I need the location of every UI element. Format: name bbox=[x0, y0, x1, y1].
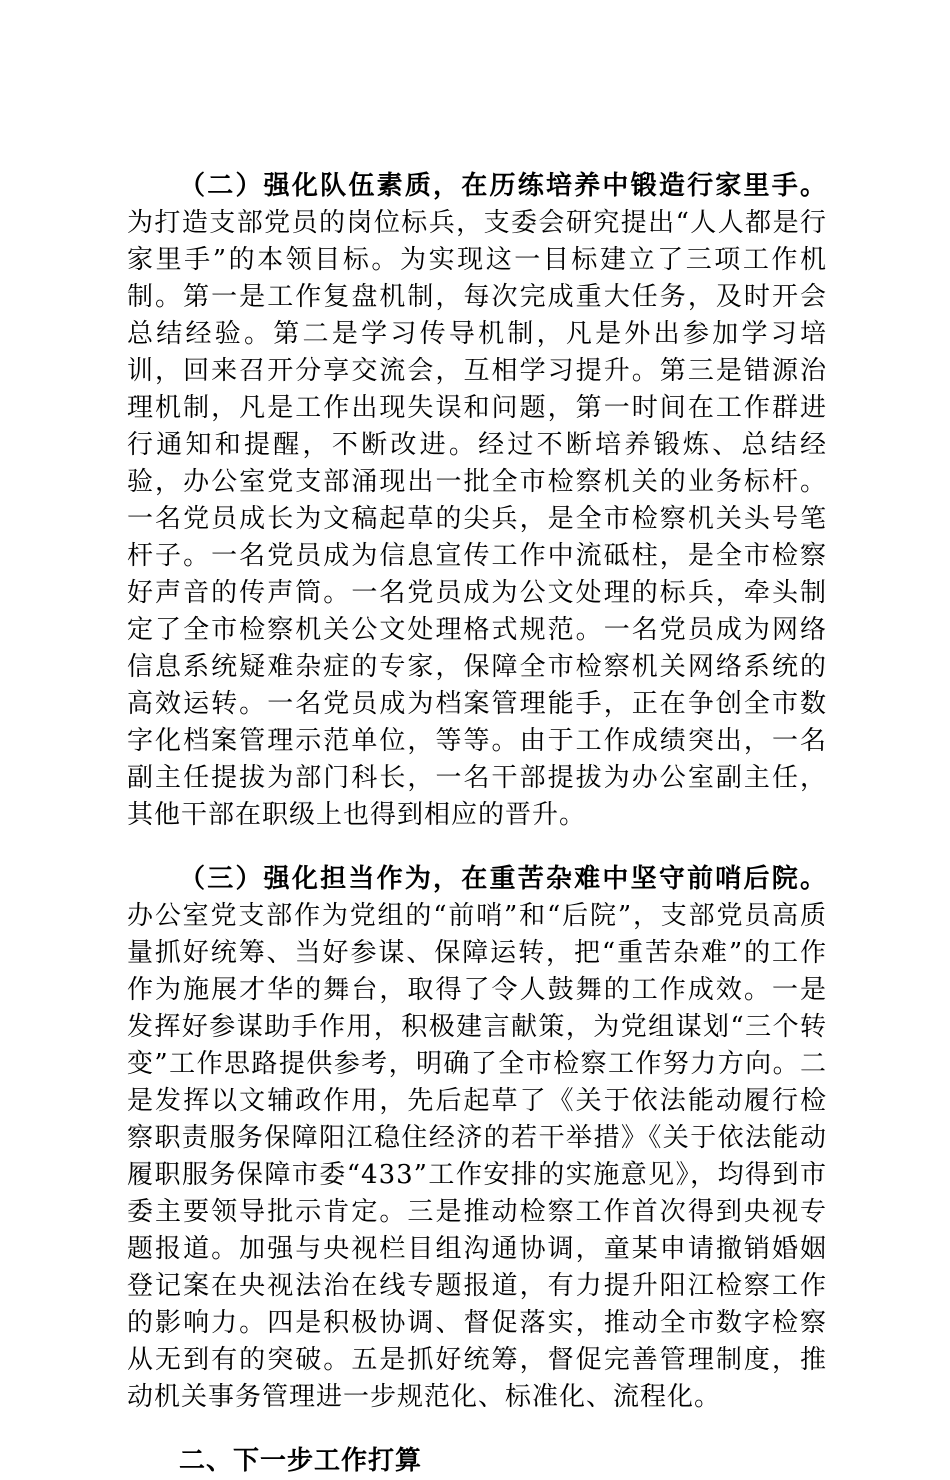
section-body-3: 办公室党支部作为党组的“前哨”和“后院”，支部党员高质量抓好统筹、当好参谋、保障运转，把“重苦杂难”的工作作为施展才华的舞台，取得了令人鼓舞的工作成效。一是发挥好参谋助手作用，积极建言献策，为党组谋划“三个转变”工作思路提供参考，明确了全市检察工作努力方向。二是发挥以文辅政作用，先后起草了《关于依法能动履行检察职责服务保障阳江稳住经济的若干举措》《关于依法能动履职服务保障市委“433”工作安排的实施意见》，均得到市委主要领导批示肯定。三是推动检察工作首次得到央视专题报道。加强与央视栏目组沟通协调，童某申请撤销婚姻登记案在央视法治在线专题报道，有力提升阳江检察工作的影响力。四是积极协调、督促落实，推动全市数字检察从无到有的突破。五是抓好统筹，督促完善管理制度，推动机关事务管理进一步规范化、标准化、流程化。 bbox=[127, 901, 827, 1412]
section-paragraph-2 bbox=[127, 168, 827, 834]
section-body-2: 为打造支部党员的岗位标兵，支委会研究提出“人人都是行家里手”的本领目标。为实现这一目标建立了三项工作机制。第一是工作复盘机制，每次完成重大任务，及时开会总结经验。第二是学习传导机制，凡是外出参加学习培训，回来召开分享交流会，互相学习提升。第三是错源治理机制，凡是工作出现失误和问题，第一时间在工作群进行通知和提醒，不断改进。经过不断培养锻炼、总结经验，办公室党支部涌现出一批全市检察机关的业务标杆。一名党员成长为文稿起草的尖兵，是全市检察机关头号笔杆子。一名党员成为信息宣传工作中流砥柱，是全市检察好声音的传声筒。一名党员成为公文处理的标兵，牵头制定了全市检察机关公文处理格式规范。一名党员成为网络信息系统疑难杂症的专家，保障全市检察机关网络系统的高效运转。一名党员成为档案管理能手，正在争创全市数字化档案管理示范单位，等等。由于工作成绩突出，一名副主任提拔为部门科长，一名干部提拔为办公室副主任，其他干部在职级上也得到相应的晋升。 bbox=[127, 208, 827, 830]
section-lead-3: （三）强化担当作为，在重苦杂难中坚守前哨后院。 bbox=[179, 864, 827, 894]
document-page bbox=[127, 168, 827, 1480]
section-paragraph-3 bbox=[127, 861, 827, 1416]
next-steps-heading: 二、下一步工作打算 bbox=[179, 1446, 423, 1476]
section-lead-2: （二）强化队伍素质，在历练培养中锻造行家里手。 bbox=[179, 171, 827, 201]
